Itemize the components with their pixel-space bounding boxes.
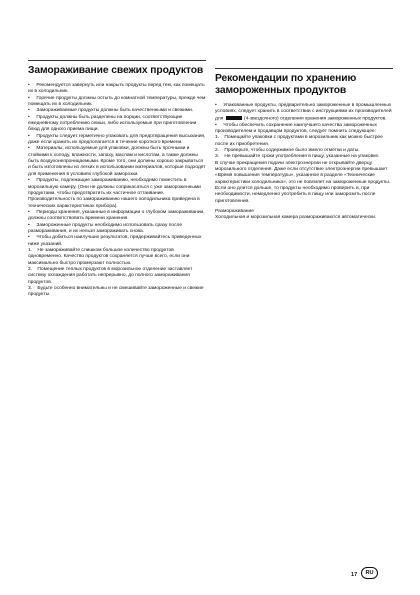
page-number: 17	[351, 572, 358, 578]
left-title-rule	[28, 60, 206, 61]
left-paragraph: • Продукты должны быть разделены на порции, соответствующие ежедневному потреблению семьи, либо используемые при приготовлении блюд для одного приема пищи.	[28, 114, 198, 133]
right-paragraph: В случае прекращения подачи электроэнергии не открывайте дверцу морозильного отделения. Даже если отсутствие электроэнергии превышает «Время повышения температуры», указанное в разделе «Технические характеристики холодильника», это не повлияет на замороженные продукты. Если оно длится дольше, то продукты необходимо проверить и, при необходимости, немедленно употребить в пищу или заморозить после приготовления.	[215, 160, 392, 204]
left-paragraph: • Чтобы добиться наилучших результатов, придерживайтесь приведенных ниже указаний.	[28, 235, 203, 247]
left-column	[28, 60, 206, 299]
right-section-title: Рекомендации по хранению замороженных продуктов	[215, 73, 357, 96]
four-star-freezer-icon	[226, 116, 242, 121]
right-title-rule	[215, 68, 393, 69]
left-paragraph: • Замораживаемые продукты должны быть качественными и свежими.	[28, 108, 194, 114]
left-paragraph: • Продукты, подлежащие замораживанию, необходимо поместить в морозильную камеру. (Они не должны соприкасаться с уже замороженными продуктами, чтобы предотвратить их частичное оттаивание. Производительность по замораживанию нашего холодильника приведена в технических характеристиках прибора).	[28, 178, 203, 209]
right-intro-text: • Упакованные продукты, предварительно замороженные в промышленных условиях, следует хранить в соответствии с инструкциями их производителей для	[215, 103, 393, 122]
left-paragraph: 1. Не замораживайте слишком большое количество продуктов одновременно. Качество продуктов сохраняется лучше всего, если они максимально быстро промерзают полностью.	[28, 247, 191, 266]
right-paragraph: 2. Проверьте, чтобы содержимое было имело отметки и даты.	[215, 147, 360, 153]
defrost-subhead: Размораживание	[215, 209, 254, 215]
right-paragraphs	[215, 123, 393, 205]
left-paragraph: 2. Помещение теплых продуктов в морозильное отделение заставляет систему охлаждения работать непрерывно, до полного замораживания продуктов.	[28, 266, 194, 285]
left-paragraph: • Периоды хранения, указанные в информации о глубоком замораживании, должны соответствовать времени хранения.	[28, 209, 206, 222]
right-column	[215, 68, 393, 222]
left-paragraph: 3. Будьте особенно внимательны и не смешивайте замороженные и свежие продукты.	[28, 286, 205, 298]
defrost-text: Холодильная и морозильная камера размораживаются автоматически.	[215, 215, 377, 221]
left-paragraph: • Замороженные продукты необходимо использовать сразу после размораживания, и их нельзя замораживать снова.	[28, 222, 184, 234]
language-badge: RU	[361, 567, 378, 579]
left-paragraph: • Рекомендуется завернуть или накрыть продукты перед тем, как помещать их в холодильник.	[28, 83, 206, 95]
right-paragraph: 3. Не превышайте сроки употребления в пищу, указанные на упаковке.	[215, 154, 380, 160]
left-paragraph: • Горячие продукты должны остыть до комнатной температуры, прежде чем помещать их в холодильник.	[28, 95, 207, 108]
left-paragraphs	[28, 83, 206, 299]
right-paragraph-intro	[215, 103, 393, 123]
right-intro-tail: (4-звездочного) отделения хранения замороженных продуктов.	[243, 116, 387, 122]
left-paragraph: • Материалы, используемые для упаковки, должны быть прочными и стойкими к холоду, влажности, запаху, маслам и кислотам, а также должны быть воздухонепроницаемыми. Кроме того, они должны хорошо закрываться и быть изготовлены из легких в использовании материалов, которые подходят для применения в условиях глубокой заморозки.	[28, 146, 207, 177]
left-paragraph: • Продукты следует герметично упаковать для предотвращения высыхания, даже если хранить их предполагается в течение короткого времени.	[28, 133, 207, 146]
left-section-title: Замораживание свежих продуктов	[28, 65, 204, 76]
right-paragraph: 1. Помещайте упаковки с продуктами в морозильник как можно быстрее после их приобретения.	[215, 135, 385, 147]
right-paragraph: • Чтобы обеспечить сохранение наилучшего качества замороженных производителем и продавцом продуктов, следует помнить следующее:	[215, 122, 379, 134]
